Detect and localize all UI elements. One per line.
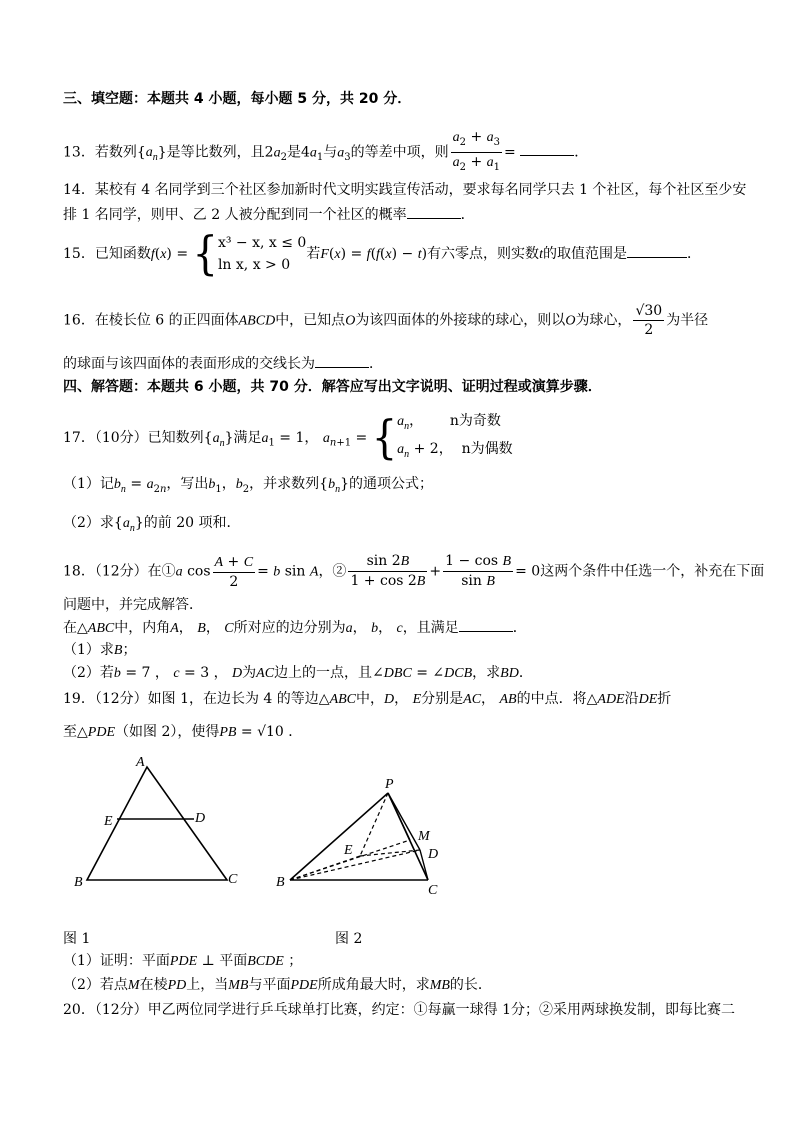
figure-1-caption: 图 1 bbox=[63, 931, 91, 947]
figure-1 bbox=[60, 750, 250, 895]
question-18-line-2: 问题中，并完成解答． bbox=[63, 597, 203, 613]
question-17-part-1: （1）记$b_n = a_{2n}$，写出$b_1$，$b_2$，并求数列$\{b_n\}$的通项公式； bbox=[63, 476, 433, 495]
question-16-line-2: 的球面与该四面体的表面形成的交线长为 ． bbox=[63, 353, 383, 374]
question-15: 15．已知函数f(x) = { x³ − x, x ≤ 0 ln x, x > 0 若F(x) = f(f(x) − t)有六零点，则实数t的取值范围是 ． bbox=[63, 227, 701, 281]
question-17-intro: 17．（10分）已知数列$\{a_n\}$满足$a_1 = 1$， $a_{n+1}$ = { $a_n$， n为奇数 $a_n + 2$， n为偶数 bbox=[63, 411, 513, 465]
label-c: C bbox=[428, 883, 438, 898]
question-16-line-1: 16．在棱长位 6 的正四面体ABCD中，已知点O为该四面体的外接球的球心，则以O为球心， $\frac{√30}{2}$ 为半径 bbox=[63, 303, 709, 338]
question-14-line-1: 14．某校有 4 名同学到三个社区参加新时代文明实践宣传活动，要求每名同学只去 1 个社区，每个社区至少安 bbox=[63, 182, 747, 198]
figure-2-caption: 图 2 bbox=[335, 931, 363, 947]
question-19-part-2: （2）若点M在棱PD上，当MB与平面PDE所成角最大时，求MB的长． bbox=[63, 977, 492, 993]
section-4-heading: 四、解答题：本题共 6 小题，共 70 分．解答应写出文字说明、证明过程或演算步骤． bbox=[63, 379, 602, 395]
question-20-line-1: 20．（12分）甲乙两位同学进行乒乓球单打比赛，约定：①每赢一球得 1分；②采用两球换发制，即每比赛二 bbox=[63, 1002, 735, 1018]
label-m: M bbox=[418, 829, 430, 844]
answer-blank bbox=[459, 617, 513, 632]
question-14-line-2: 排 1 名同学，则甲、乙 2 人被分配到同一个社区的概率 ． bbox=[63, 204, 475, 225]
label-b: B bbox=[276, 875, 285, 890]
question-19-line-1: 19．（12分）如图 1，在边长为 4 的等边△ABC中，D， E分别是AC， AB的中点．将△ADE沿DE折 bbox=[63, 691, 672, 707]
answer-blank bbox=[407, 204, 461, 219]
question-19-part-1: （1）证明：平面PDE ⊥ 平面BCDE ； bbox=[63, 953, 303, 969]
question-13: 13．若数列$\{a_n\}$是等比数列，且$2a_2$是$4a_1$与$a_3$的等差中项，则 $\frac{a_2 + a_3}{a_2 + a_1}$ = ． bbox=[63, 129, 589, 173]
answer-blank bbox=[627, 243, 687, 258]
label-e: E bbox=[344, 843, 353, 858]
label-a: A bbox=[136, 755, 145, 770]
label-d: D bbox=[195, 811, 206, 826]
label-b: B bbox=[74, 875, 83, 890]
label-c: C bbox=[228, 872, 238, 887]
question-17-part-2: （2）求$\{a_n\}$的前 20 项和． bbox=[63, 515, 241, 534]
question-19-line-2: 至△PDE（如图 2），使得PB = √10 ． bbox=[63, 724, 303, 740]
label-d: D bbox=[428, 847, 439, 862]
answer-blank bbox=[520, 141, 574, 156]
answer-blank bbox=[315, 353, 369, 368]
label-p: P bbox=[385, 777, 394, 792]
section-3-heading: 三、填空题：本题共 4 小题，每小题 5 分，共 20 分． bbox=[63, 91, 412, 107]
question-18-part-1: （1）求B； bbox=[63, 642, 137, 658]
question-18-line-3: 在△ABC中，内角A， B， C所对应的边分别为a， b， c，且满足 ． bbox=[63, 617, 527, 639]
label-e: E bbox=[104, 814, 113, 829]
question-18-part-2: （2）若b = 7 ， c = 3 ， D为AC边上的一点，且∠DBC = ∠DCB，求BD． bbox=[63, 665, 533, 681]
figure-2 bbox=[270, 770, 460, 900]
question-18-intro: 18．（12分）在①a cos $\frac{A + C}{2}$ = b sin A，② $\frac{\sin 2B}{1 + \cos 2B}$ + $\frac{\text{1 − cos B}}{\text{sin B}}$ = 0这两个条件中任选一个，补充在下面 bbox=[63, 553, 765, 590]
